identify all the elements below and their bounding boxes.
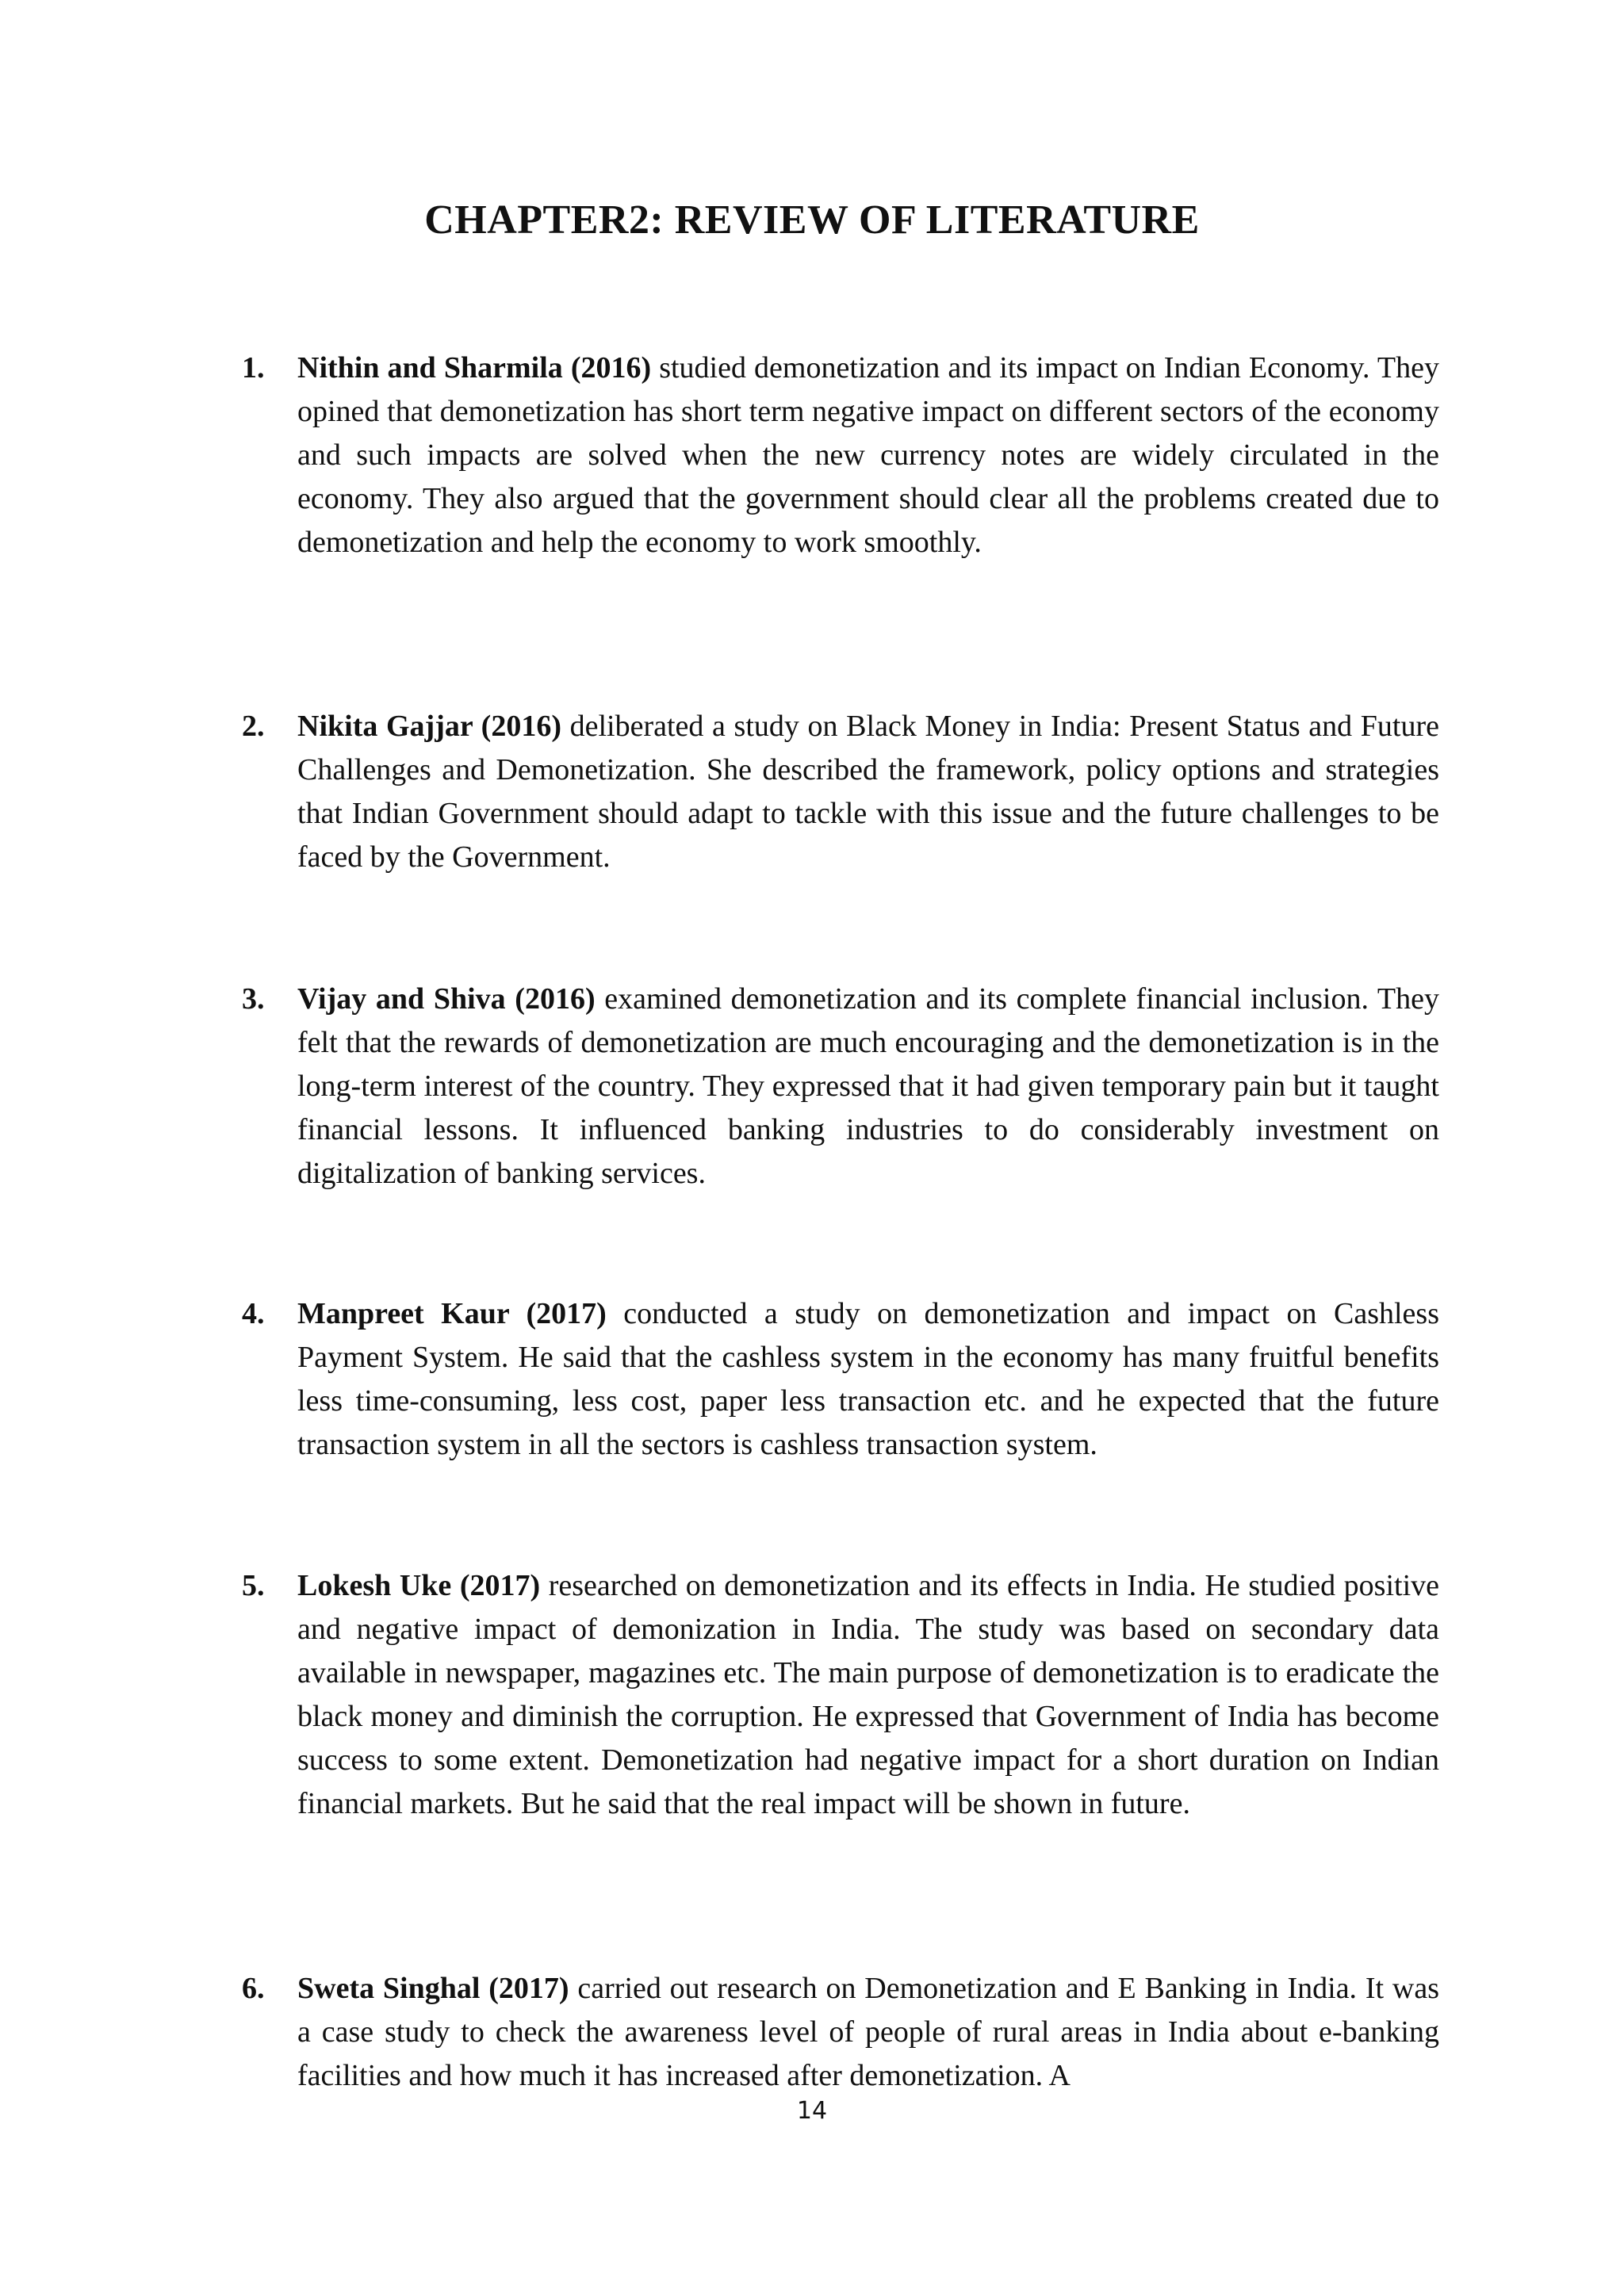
literature-entry	[242, 346, 1439, 564]
entry-text: carried out research on Demonetization and E Banking in India. It was a case study to check the awareness level of people of rural areas in India about e-banking facilities and how much it has increased after demonetization. A	[297, 1972, 1440, 2092]
entry-author: Manpreet Kaur (2017)	[297, 1297, 607, 1330]
entry-body	[297, 346, 1439, 564]
entry-number: 6.	[242, 1972, 265, 2005]
page-number: 14	[796, 2097, 828, 2125]
entry-number: 5.	[242, 1569, 265, 1602]
literature-entry	[242, 1967, 1439, 2098]
entry-number: 2.	[242, 710, 265, 743]
entry-text: deliberated a study on Black Money in India: Present Status and Future Challenges and Demonetization. She described the framework, policy options and strategies that Indian Government should adapt to tackle with this issue and the future challenges to be faced by the Government.	[297, 710, 1439, 874]
entry-number: 3.	[242, 982, 265, 1016]
entry-author: Sweta Singhal (2017)	[297, 1972, 569, 2005]
entry-author: Lokesh Uke (2017)	[297, 1569, 541, 1602]
entry-body	[297, 978, 1439, 1196]
entry-number: 1.	[242, 351, 265, 385]
literature-entry	[242, 1292, 1439, 1467]
entry-text: conducted a study on demonetization and impact on Cashless Payment System. He said that the cashless system in the economy has many fruitful benefits less time-consuming, less cost, paper less transaction etc. and he expected that the future transaction system in all the sectors is cashless transaction system.	[297, 1297, 1439, 1461]
entry-number: 4.	[242, 1297, 265, 1330]
entry-author: Vijay and Shiva (2016)	[297, 982, 596, 1016]
entry-body	[297, 705, 1439, 879]
literature-entry	[242, 705, 1439, 879]
entry-body	[297, 1967, 1439, 2098]
entry-body	[297, 1564, 1439, 1826]
literature-entry	[242, 978, 1439, 1196]
entry-author: Nithin and Sharmila (2016)	[297, 351, 652, 385]
entry-text: studied demonetization and its impact on Indian Economy. They opined that demonetization has short term negative impact on different sectors of the economy and such impacts are solved when the new currency notes are widely circulated in the economy. They also argued that the government should clear all the problems created due to demonetization and help the economy to work smoothly.	[297, 351, 1439, 559]
entry-body	[297, 1292, 1439, 1467]
entry-author: Nikita Gajjar (2016)	[297, 710, 561, 743]
entry-text: examined demonetization and its complete financial inclusion. They felt that the rewards of demonetization are much encouraging and the demonetization is in the long-term interest of the country. They expressed that it had given temporary pain but it taught financial lessons. It influenced banking industries to do considerably investment on digitalization of banking services.	[297, 982, 1439, 1190]
literature-entry	[242, 1564, 1439, 1826]
chapter-title: CHAPTER2: REVIEW OF LITERATURE	[424, 197, 1200, 243]
entry-text: researched on demonetization and its effects in India. He studied positive and negative impact of demonization in India. The study was based on secondary data available in newspaper, magazines etc. The main purpose of demonetization is to eradicate the black money and diminish the corruption. He expressed that Government of India has become success to some extent. Demonetization had negative impact for a short duration on Indian financial markets. But he said that the real impact will be shown in future.	[297, 1569, 1439, 1820]
